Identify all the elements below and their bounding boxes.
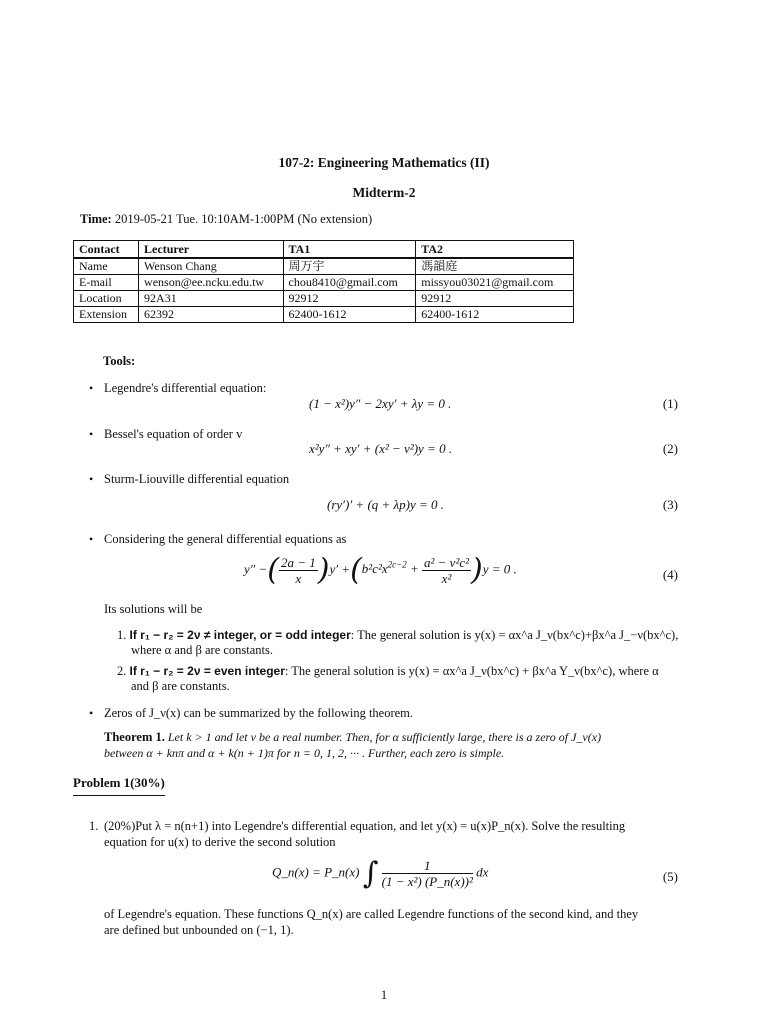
table-row [74, 275, 574, 291]
legendre-second-kind-equation [272, 856, 488, 891]
theorem-label: Theorem 1. [104, 730, 165, 744]
time-value: 2019-05-21 Tue. 10:10AM-1:00PM (No extension) [114, 212, 373, 226]
solutions-intro: Its solutions will be [104, 602, 203, 616]
equation-number: (2) [662, 441, 678, 456]
exam-title: Midterm-2 [352, 185, 416, 200]
integral-sign: ∫ [362, 856, 379, 891]
time-label: Time: [80, 212, 112, 226]
table-header-row [74, 241, 574, 259]
theorem-text: Let k > 1 and let ν be a real number. Then, for α sufficiently large, there is a zero of J_ν(x) [167, 730, 602, 744]
table-header-cell: Contact [74, 241, 139, 259]
problem-item-number: 1. [89, 819, 99, 833]
equation-number: (3) [662, 497, 678, 512]
case2-solution: : The general solution is y(x) = αx^a J_ν(bx^c) + βx^a Y_ν(bx^c), where α [284, 664, 659, 678]
bullet-icon: • [89, 472, 94, 486]
eq5-dx: dx [476, 864, 489, 880]
eq5-numerator: 1 [382, 858, 473, 874]
table-cell: missyou03021@gmail.com [416, 275, 574, 291]
case2-continuation: and β are constants. [131, 679, 230, 693]
problem-1-text-3: of Legendre's equation. These functions Q_n(x) are called Legendre functions of the second kind, and they [104, 907, 639, 921]
course-title: 107-2: Engineering Mathematics (II) [278, 155, 490, 170]
table-header-cell: TA1 [283, 241, 416, 259]
case1-condition: If r₁ − r₂ = 2ν ≠ integer, or = odd integer [129, 628, 351, 642]
table-row [74, 307, 574, 323]
general-equation: y″ −( $\frac{2a - 1}{x}$ )$y' +(b^2c^2x^{2c-2}$ + $\frac{\text{a² − ν²c²}}{\text{x²}}$ )y = 0 . [244, 552, 517, 588]
table-cell: Location [74, 291, 139, 307]
problem-1-text-4: are defined but unbounded on (−1, 1). [104, 923, 294, 937]
case1-solution: : The general solution is y(x) = αx^a J_ν(bx^c)+βx^a J_−ν(bx^c), [350, 628, 679, 642]
table-cell: 62400-1612 [283, 307, 416, 323]
table-cell: 92912 [283, 291, 416, 307]
solution-case-1: 1. If r₁ − r₂ = 2ν ≠ integer, or = odd integer: The general solution is y(x) = αx^a J_ν(bx^c)+βx^a J_−ν(bx^c), [117, 628, 679, 642]
table-cell: 92912 [416, 291, 574, 307]
table-cell: 馮韻庭 [416, 258, 574, 275]
eq5-lhs: Q_n(x) = P_n(x) [272, 864, 360, 880]
case2-condition: If r₁ − r₂ = 2ν = even integer [129, 664, 285, 678]
table-header-cell: Lecturer [139, 241, 283, 259]
bullet-icon: • [89, 381, 94, 395]
problem-1-text-cont: equation for u(x) to derive the second solution [104, 835, 336, 849]
equation-number: (4) [662, 567, 678, 582]
solution-case-2: 2. If r₁ − r₂ = 2ν = even integer: The general solution is y(x) = αx^a J_ν(bx^c) + βx^a Y_ν(bx^c), where α [117, 664, 659, 678]
theorem-1 [104, 729, 601, 745]
table-cell: 62400-1612 [416, 307, 574, 323]
eq5-denominator: (1 − x²) (P_n(x))² [381, 874, 473, 889]
contacts-table [73, 240, 574, 323]
sturm-label: Sturm-Liouville differential equation [104, 472, 290, 486]
problem-1-text: (20%)Put λ = n(n+1) into Legendre's differential equation, and let y(x) = u(x)P_n(x). Solve the resulting [104, 819, 626, 833]
general-label: Considering the general differential equations as [104, 532, 347, 546]
zeros-label: Zeros of J_ν(x) can be summarized by the following theorem. [104, 706, 414, 720]
sturm-equation: (ry′)′ + (q + λp)y = 0 . [327, 497, 445, 512]
bessel-equation: x²y″ + xy′ + (x² − ν²)y = 0 . [309, 441, 453, 456]
table-cell: 周万宇 [283, 258, 416, 275]
table-cell: Extension [74, 307, 139, 323]
bullet-icon: • [89, 706, 94, 720]
problem-1-heading: Problem 1(30%) [73, 775, 165, 796]
table-row [74, 291, 574, 307]
table-cell: 92A31 [139, 291, 283, 307]
table-cell: 62392 [139, 307, 283, 323]
table-cell: wenson@ee.ncku.edu.tw [139, 275, 283, 291]
equation-number: (1) [662, 396, 678, 411]
table-cell: chou8410@gmail.com [283, 275, 416, 291]
table-cell: E-mail [74, 275, 139, 291]
page-number: 1 [380, 988, 388, 1002]
case1-continuation: where α and β are constants. [131, 643, 274, 657]
table-header-cell: TA2 [416, 241, 574, 259]
table-cell: Wenson Chang [139, 258, 283, 275]
theorem-continuation: between α + knπ and α + k(n + 1)π for n = 0, 1, 2, ··· . Further, each zero is simple. [104, 746, 505, 760]
exam-time [80, 211, 372, 227]
equation-number: (5) [662, 869, 678, 884]
tools-heading: Tools: [103, 354, 136, 368]
table-cell: Name [74, 258, 139, 275]
bullet-icon: • [89, 532, 94, 546]
bessel-label: Bessel's equation of order v [104, 427, 243, 441]
bullet-icon: • [89, 427, 94, 441]
table-row [74, 258, 574, 275]
legendre-label: Legendre's differential equation: [104, 381, 267, 395]
legendre-equation: (1 − x²)y″ − 2xy′ + λy = 0 . [309, 396, 452, 411]
